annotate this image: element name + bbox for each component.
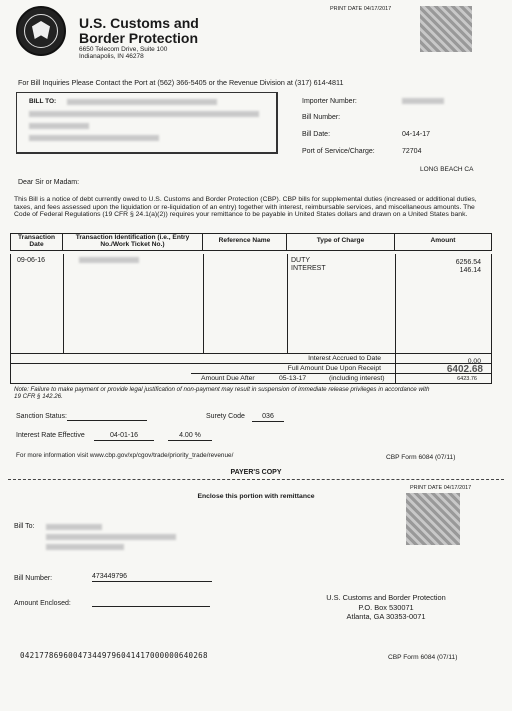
amount-due-after-note: (including interest) (329, 375, 385, 382)
remit-bill-to-redacted-1 (46, 524, 102, 530)
port-name: LONG BEACH CA (420, 166, 474, 173)
remit-bill-to-redacted-2 (46, 534, 176, 540)
amount-enclosed-label: Amount Enclosed: (14, 600, 71, 607)
address-line-2: Indianapolis, IN 46278 (79, 53, 144, 61)
charges-table (10, 233, 492, 251)
qr-code-redacted (420, 6, 472, 52)
remit-bill-number-label: Bill Number: (14, 575, 53, 582)
remit-qr-code-redacted (406, 493, 460, 545)
dhs-seal-logo (16, 6, 66, 56)
sanction-status-label: Sanction Status: (16, 413, 67, 420)
surety-code-value: 036 (252, 413, 284, 422)
agency-name (79, 16, 199, 45)
payers-copy: PAYER'S COPY (230, 469, 282, 476)
interest-accrued-value: 0.00 (467, 358, 481, 365)
agency-line-1: U.S. Customs and (79, 15, 199, 31)
row-type-interest: INTEREST (291, 265, 326, 272)
interest-rate-value: 4.00 % (168, 432, 212, 441)
remit-bill-number: 473449796 (92, 573, 212, 582)
th-amount: Amount (395, 234, 492, 251)
payee-line-1: U.S. Customs and Border Protection (326, 593, 446, 602)
surety-code-label: Surety Code (206, 413, 245, 420)
redacted-name (67, 99, 217, 105)
row-amount-duty: 6256.54 (455, 259, 481, 266)
remit-bill-to-redacted-3 (46, 544, 124, 550)
port-label: Port of Service/Charge: (302, 148, 375, 155)
agency-line-2: Border Protection (79, 29, 199, 46)
th-transaction-id: Transaction Identification (i.e., Entry No./Work Ticket No.) (63, 234, 203, 251)
charges-table-body (10, 254, 492, 354)
port-code: 72704 (402, 148, 422, 155)
th-type-of-charge: Type of Charge (287, 234, 395, 251)
summary-rows (10, 354, 492, 384)
print-date: PRINT DATE 04/17/2017 (330, 6, 392, 12)
notice-paragraph: This Bill is a notice of debt currently owed to U.S. Customs and Border Protection (CBP). CBP bills for supplemental duties (increased or additional duties, taxes, and fees assessed upon the liquidation or re-liquidation of an entry) together with interest, reimbursable services, and miscellaneous amounts. The Code of Federal Regulations (19 CFR § 24.1(a)(2)) requires your remittance to be payable in United States dollars and drawn on a United States bank. (14, 196, 477, 219)
th-transaction-date: Transaction Date (11, 234, 63, 251)
bill-number-label: Bill Number: (302, 114, 341, 121)
ocr-scan-line: 042177869600473449796041417000000640268 (20, 651, 208, 660)
full-amount-label: Full Amount Due Upon Receipt (287, 365, 381, 372)
bill-to-box (16, 92, 278, 154)
enclose-instruction: Enclose this portion with remittance (197, 493, 315, 500)
sanction-status-line (67, 420, 147, 421)
row-transaction-date: 09-06-16 (17, 257, 46, 264)
payee-line-3: Atlanta, GA 30353-0071 (346, 612, 426, 622)
amount-enclosed-field (92, 606, 210, 607)
amount-due-after-label: Amount Due After (201, 375, 255, 382)
agency-address (79, 46, 167, 61)
remit-print-date: PRINT DATE 04/17/2017 (410, 485, 472, 491)
redacted-address-3 (29, 135, 159, 141)
bill-to-label: BILL TO: (29, 98, 57, 105)
row-entry-redacted (79, 257, 139, 263)
amount-due-after-date: 05-13-17 (279, 375, 307, 382)
row-type-duty: DUTY (291, 257, 311, 264)
address-line-1: 6650 Telecom Drive, Suite 100 (79, 46, 168, 53)
form-number: CBP Form 6084 (07/11) (386, 454, 456, 461)
tear-line (8, 479, 504, 480)
salutation: Dear Sir or Madam: (18, 179, 80, 186)
remit-form-number: CBP Form 6084 (07/11) (388, 654, 458, 661)
inquiries-line: For Bill Inquiries Please Contact the Port at (562) 366-5405 or the Revenue Division at (317) 614-4811 (18, 78, 344, 87)
interest-accrued-label: Interest Accrued to Date (308, 355, 381, 362)
bill-date: 04-14-17 (402, 131, 431, 138)
interest-rate-label: Interest Rate Effective (16, 432, 85, 439)
redacted-address-1 (29, 111, 259, 117)
nonpayment-note: Note: Failure to make payment or provide legal justification of non-payment may result in suspension of immediate release privileges in accordance with 19 CFR § 142.26. (14, 386, 430, 401)
payee-line-2: P.O. Box 530071 (358, 602, 414, 612)
payee-address (316, 593, 456, 622)
importer-number-label: Importer Number: (302, 98, 357, 105)
remit-bill-to-label: Bill To: (14, 523, 35, 530)
row-amount-interest: 146.14 (459, 267, 481, 274)
interest-rate-date: 04-01-16 (94, 432, 154, 441)
full-amount-value: 6402.68 (446, 364, 483, 375)
more-info-link: For more information visit www.cbp.gov/xp/cgov/trade/priority_trade/revenue/ (16, 452, 234, 459)
amount-due-after-value: 6423.76 (457, 376, 477, 382)
th-reference-name: Reference Name (203, 234, 287, 251)
redacted-address-2 (29, 123, 89, 129)
importer-number-redacted (402, 98, 444, 104)
bill-date-label: Bill Date: (302, 131, 331, 138)
